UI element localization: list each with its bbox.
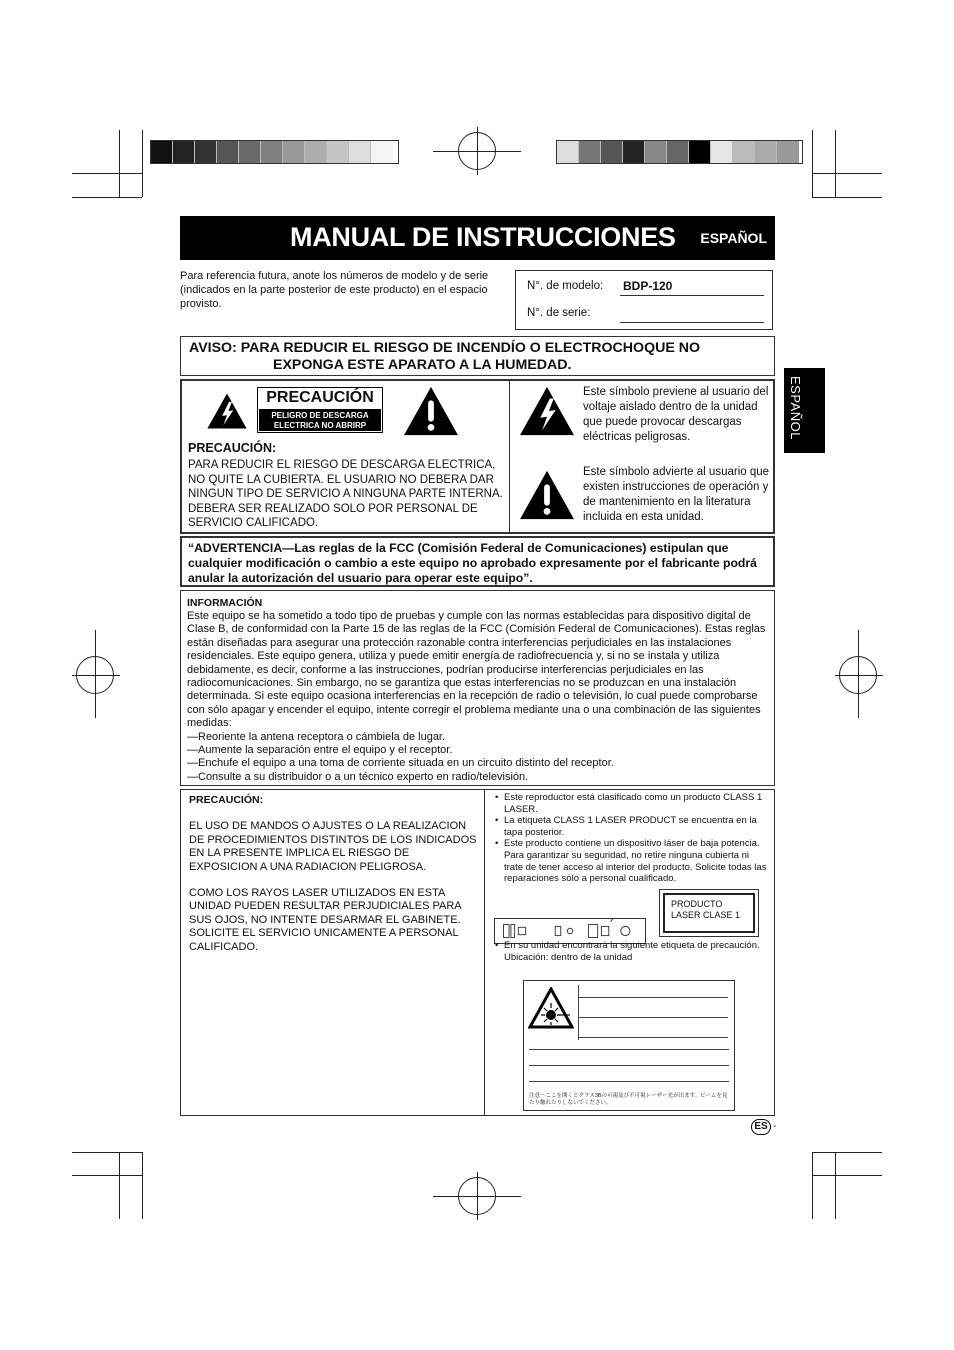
label-location: Ubicación: dentro de la unidad bbox=[504, 951, 633, 963]
precaution-label-line-2: ELECTRICA NO ABRIRP bbox=[273, 421, 367, 430]
side-tab-label: ESPAÑOL bbox=[788, 376, 803, 440]
model-serial-box bbox=[515, 270, 773, 330]
color-bar-left bbox=[150, 140, 399, 164]
laser-section: PRECAUCIÓN: EL USO DE MANDOS O AJUSTES O LA REALIZACION DE PROCEDIMIENTOS DISTINTOS DE LOS INDICADOS EN LA PRESENTE IMPLICA EL RIESGO DE EXPOSICION A UNA RADIACION PELIGROSA. COMO LOS RAYOS LASER UTILIZADOS EN ESTA UNIDAD PUEDEN RESULTAR PERJUDICIALES PARA SUS OJOS, NO INTENTE DESARMAR EL GABINETE. SOLICITE EL SERVICIO UNICAMENTE A PERSONAL CALIFICADO. • Este reproductor está clasificado como un producto CLASS 1 LASER. • La etiqueta CLASS 1 LASER PRODUCT se encuentra en la tapa posterior. • Este producto contiene un dispositivo láser de baja potencia. Para garantizar su seguridad, no retire ninguna cubierta ni trate de tener acceso al interior del producto. Solicite todas las reparaciones sólo a personal cualificado. PRODUCTO LASER CLASE 1 • En su unidad encontrará la siguiente etiqueta de precaución. Ubicación: dentro de la unidad 注意－ここを開くとクラス3Bの可視及び不可視レーザー光が出ます。ビームを見たり触れたりしないでください。 bbox=[180, 789, 775, 1116]
information-box bbox=[180, 590, 775, 786]
precaution-label bbox=[257, 387, 383, 433]
header-language: ESPAÑOL bbox=[700, 230, 767, 246]
laser-warning-label bbox=[523, 980, 735, 1111]
laser-bullet: En su unidad encontrará la siguiente etiqueta de precaución. bbox=[504, 940, 760, 951]
precaution-heading: PRECAUCIÓN: bbox=[188, 441, 277, 455]
aviso-line-1: AVISO: PARA REDUCIR EL RIESGO DE INCENDÍO O ELECTROCHOQUE NO bbox=[189, 340, 701, 356]
lightning-symbol-icon bbox=[517, 385, 577, 437]
exclamation-symbol-icon bbox=[517, 469, 577, 521]
measure-item: —Enchufe el equipo a una toma de corriente situada en un circuito distinto del receptor. bbox=[187, 757, 614, 770]
exclamation-triangle-icon bbox=[401, 385, 461, 437]
manual-header bbox=[180, 216, 775, 260]
laser-label-line-1: PRODUCTO bbox=[671, 899, 723, 909]
laser-hazard-icon bbox=[528, 987, 574, 1029]
information-heading: INFORMACIÓN bbox=[187, 597, 263, 609]
precaution-section bbox=[180, 379, 775, 534]
laser-class-1-label bbox=[659, 889, 759, 937]
language-side-tab bbox=[784, 368, 825, 453]
measure-item: —Consulte a su distribuidor o a un técnico experto en radio/televisión. bbox=[187, 770, 529, 783]
exclamation-symbol-text: Este símbolo advierte al usuario que existen instrucciones de operación y de mantenimiento en la literatura incluida en esta unidad. bbox=[583, 466, 770, 523]
precaution-label-line-1: PELIGRO DE DESCARGA bbox=[271, 411, 369, 420]
model-label: N°. de modelo: bbox=[527, 280, 604, 292]
information-body: Este equipo se ha sometido a todo tipo de pruebas y cumple con las normas establecidas para dispositivo digital de Clase B, de conformidad con la Parte 15 de las reglas de la FCC (Comisión Federal de Comunicaciones). Estas reglas están diseñadas para asegurar una protección razonable contra interferencias perjudiciales en las instalaciones residenciales. Este equipo genera, utiliza y puede emitir energía de radiofrecuencia y, si no se instala y utiliza debidamente, es decir, conforme a las instrucciones, podrían producirse interferencias perjudiciales en las radiocomunicaciones. Sin embargo, no se garantiza que estas interferencias no se produzcan en una instalación determinada. Si este equipo ocasiona interferencias en la recepción de radio o televisión, lo cual puede comprobarse con sólo apagar y encender el equipo, intente corregir el problema mediante una o una combinación de las siguientes medidas: bbox=[187, 610, 766, 730]
measure-item: —Aumente la separación entre el equipo y el receptor. bbox=[187, 744, 453, 757]
aviso-warning bbox=[180, 336, 775, 376]
laser-precaution-p2: COMO LOS RAYOS LASER UTILIZADOS EN ESTA UNIDAD PUEDEN RESULTAR PERJUDICIALES PARA SUS OJOS, NO INTENTE DESARMAR EL GABINETE. bbox=[189, 887, 462, 926]
measure-item: —Reoriente la antena receptora o cámbiela de lugar. bbox=[187, 730, 446, 743]
label-tiny-text: 注意－ここを開くとクラス3Bの可視及び不可視レーザー光が出ます。ビームを見たり触れたりしないでください。 bbox=[529, 1093, 728, 1106]
fcc-warning-box bbox=[180, 536, 775, 587]
serial-blank-line bbox=[620, 322, 764, 323]
lightning-triangle-icon bbox=[206, 385, 248, 437]
serial-label: N°. de serie: bbox=[527, 307, 591, 319]
laser-precaution-p1: EL USO DE MANDOS O AJUSTES O LA REALIZACION DE PROCEDIMIENTOS DISTINTOS DE LOS INDICADOS EN LA PRESENTE IMPLICA EL RIESGO DE EXPOSICION A UNA RADIACION PELIGROSA. bbox=[189, 820, 477, 873]
precaution-body: PARA REDUCIR EL RIESGO DE DESCARGA ELECTRICA, NO QUITE LA CUBIERTA. EL USUARIO NO DEBERA DAR NINGUN TIPO DE SERVICIO A NINGUNA PARTE INTERNA. DEBERA SER REALIZADO SOLO POR PERSONAL DE SERVICIO CALIFICADO. bbox=[188, 459, 503, 529]
lightning-symbol-text: Este símbolo previene al usuario del voltaje aislado dentro de la unidad que puede provocar descargas eléctricas peligrosas. bbox=[583, 386, 769, 443]
laser-precaution-p3: SOLICITE EL SERVICIO UNICAMENTE A PERSONAL CALIFICADO. bbox=[189, 927, 459, 953]
intro-text: Para referencia futura, anote los números de modelo y de serie (indicados en la parte posterior de este producto) en el espacio provisto. bbox=[180, 270, 489, 310]
laser-label-line-2: LASER CLASE 1 bbox=[671, 910, 741, 920]
laser-bullet: • La etiqueta CLASS 1 LASER PRODUCT se encuentra en la tapa posterior. bbox=[504, 815, 769, 838]
model-value: BDP-120 bbox=[623, 279, 673, 293]
manual-title: MANUAL DE INSTRUCCIONES bbox=[290, 222, 676, 252]
laser-precaution-left bbox=[189, 794, 479, 954]
laser-bullet: • Este producto contiene un dispositivo láser de baja potencia. Para garantizar su seguridad, no retire ninguna cubierta ni trate de tener acceso al interior del producto. Solicite todas las reparaciones sólo a personal cualificado. bbox=[504, 838, 769, 884]
color-bar-right bbox=[556, 140, 803, 164]
page-dash: - bbox=[773, 1121, 777, 1132]
page-marker: ES bbox=[751, 1119, 771, 1135]
laser-bullet: • Este reproductor está clasificado como un producto CLASS 1 LASER. bbox=[504, 792, 769, 815]
laser-precaution-heading: PRECAUCIÓN: bbox=[189, 794, 264, 806]
precaution-label-title: PRECAUCIÓN bbox=[266, 389, 374, 406]
fcc-warning-text: “ADVERTENCIA—Las reglas de la FCC (Comisión Federal de Comunicaciones) estipulan que cualquier modificación o cambio a este equipo no aprobado expresamente por el fabricante podrá anular la autorización del usuario para operar este equipo”. bbox=[188, 541, 757, 585]
laser-info-right bbox=[494, 792, 769, 885]
aviso-line-2: EXPONGA ESTE APARATO A LA HUMEDAD. bbox=[273, 357, 572, 373]
